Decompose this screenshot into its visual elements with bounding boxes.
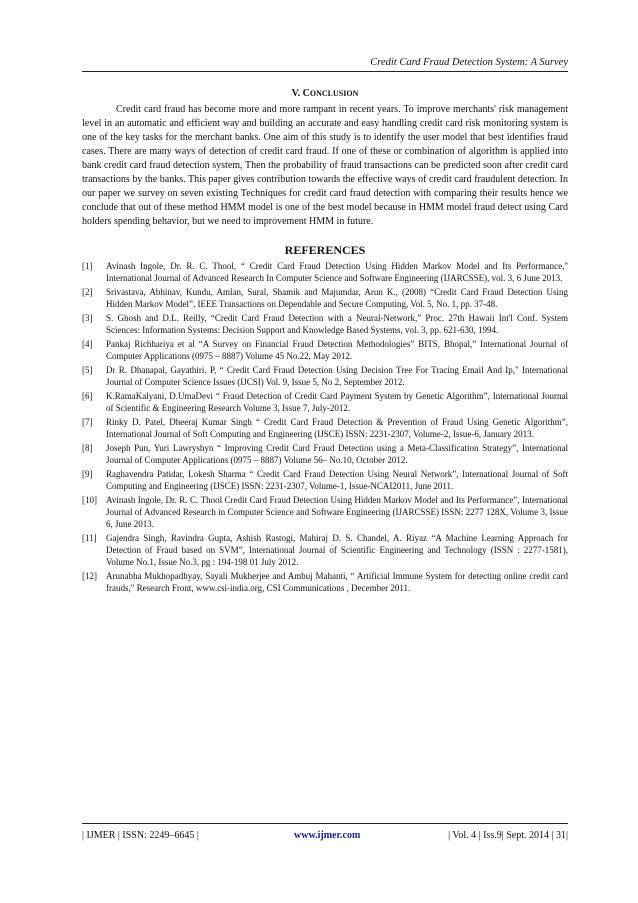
running-title: Credit Card Fraud Detection System: A Survey (370, 57, 568, 68)
references-list (82, 260, 568, 596)
reference-text: Joseph Pun, Yuri Lawryshyn “ Improving Credit Card Fraud Detection using a Meta-Classification Strategy”, International Journal of Computer Applications (0975 – 8887) Volume 56– No.10, October 2012. (106, 443, 568, 465)
reference-text: Dr R. Dhanapal, Gayathiri. P, “ Credit Card Fraud Detection Using Decision Tree For Tracing Email And Ip," International Journal of Computer Science Issues (IJCSI) Vol. 9, Issue 5, No 2, September 2012. (106, 365, 568, 387)
reference-number: [2] (82, 287, 93, 297)
reference-item (82, 416, 568, 440)
section-title-conclusion (82, 88, 568, 100)
reference-item (82, 442, 568, 466)
section-number: V. (291, 88, 301, 99)
reference-text: Pankaj Richhariya et al “A Survey on Financial Fraud Detection Methodologies” BITS, Bhopal,” International Journal of Computer Applications (0975 – 8887) Volume 45 No.22, May 2012. (106, 339, 568, 361)
reference-number: [10] (82, 495, 97, 505)
reference-number: [6] (82, 391, 93, 401)
reference-item (82, 364, 568, 388)
reference-number: [11] (82, 533, 97, 543)
reference-number: [3] (82, 313, 93, 323)
reference-text: Rinky D. Patel, Dheeraj Kumar Singh “ Credit Card Fraud Detection & Prevention of Fraud Using Genetic Algorithm”, International Journal of Soft Computing and Engineering (IJSCE) ISSN: 2231-2307, Volume-2, Issue-6, January 2013. (106, 417, 568, 439)
reference-item (82, 532, 568, 568)
reference-text: Arunabha Mukhopadhyay, Sayali Mukherjee and Ambuj Mahanti, “ Artificial Immune System for detecting online credit card frauds," Research Front, www.csi-india.org, CSI Communications , December 2011. (106, 571, 568, 593)
reference-text: S. Ghosh and D.L. Reilly, “Credit Card Fraud Detection with a Neural-Network,” Proc. 27th Hawaii Int'l Conf. System Sciences: Information Systems: Decision Support and Knowledge Based Systems, vol. 3, pp. 621-630, 1994. (106, 313, 568, 335)
footer-website-link[interactable]: www.ijmer.com (294, 830, 361, 841)
reference-item (82, 390, 568, 414)
reference-item (82, 338, 568, 362)
header-rule (82, 71, 568, 72)
reference-text: Avinash Ingole, Dr. R. C. Thool Credit Card Fraud Detection Using Hidden Markov Model and Its Performance”, International Journal of Advanced Research in Computer Science and Software Engineering (IJARCSSE) ISSN: 2277 128X, Volume 3, Issue 6, June 2013. (106, 495, 568, 529)
footer-volume-page: | Vol. 4 | Iss.9| Sept. 2014 | 31| (448, 830, 568, 841)
reference-item (82, 312, 568, 336)
section-title-rest: ONCLUSION (309, 89, 359, 98)
reference-item (82, 494, 568, 530)
reference-number: [5] (82, 365, 93, 375)
reference-number: [4] (82, 339, 93, 349)
reference-item (82, 260, 568, 284)
reference-number: [9] (82, 469, 93, 479)
reference-number: [8] (82, 443, 93, 453)
reference-text: Raghavendra Patidar, Lokesh Sharma “ Credit Card Fraud Detection Using Neural Network”, International Journal of Soft Computing and Engineering (IJSCE) ISSN: 2231-2307, Volume-1, Issue-NCAI2011, June 2011. (106, 469, 568, 491)
footer-rule (82, 823, 568, 824)
footer-journal-issn: | IJMER | ISSN: 2249–6645 | (82, 830, 199, 841)
reference-item (82, 286, 568, 310)
reference-text: Srivastava, Abhinav, Kundu, Amlan, Sural, Shamik and Majumdar, Arun K., (2008) “Credit Card Fraud Detection Using Hidden Markov Model”, IEEE Transactions on Dependable and Secure Computing, Vol. 5, No. 1, pp. 37-48. (106, 287, 568, 309)
reference-text: Avinash Ingole, Dr. R. C. Thool, “ Credit Card Fraud Detection Using Hidden Markov Model and Its Performance," International Journal of Advanced Research In Computer Science and Software Engineering (IJARCSSE), vol. 3, 6 June 2013. (106, 261, 568, 283)
reference-number: [12] (82, 571, 97, 581)
references-heading: REFERENCES (284, 243, 366, 257)
reference-text: Gajendra Singh, Ravindra Gupta, Ashish Rastogi, Mahiraj D. S. Chandel, A. Riyaz “A Machine Learning Approach for Detection of Fraud based on SVM”, International Journal of Scientific Engineering and Technology (ISSN : 2277-1581), Volume No.1, Issue No.3, pg : 194-198 01 July 2012. (106, 533, 568, 567)
reference-number: [1] (82, 261, 93, 271)
conclusion-paragraph: Credit card fraud has become more and more rampant in recent years. To improve merchants' risk management level in an automatic and efficient way and building an accurate and easy handling credit card risk monitoring system is one of the key tasks for the merchant banks. One aim of this study is to identify the user model that best identifies fraud cases. There are many ways of detection of credit card fraud. If one of these or combination of algorithm is applied into bank credit card fraud detection system, Then the probability of fraud transactions can be predicted soon after credit card transactions by the banks. This paper gives contribution towards the effective ways of credit card fraudulent detection. In our paper we survey on seven existing Techniques for credit card fraud detection with comparing their results hence we conclude that out of these method HMM model is one of the best model because in HMM model fraud detect using Card holders spending behavior, but we need to improvement HMM in future. (82, 104, 568, 227)
reference-item (82, 570, 568, 594)
reference-number: [7] (82, 417, 93, 427)
section-title-initial: C (302, 88, 310, 99)
reference-text: K.RamaKalyani, D.UmaDevi “ Fraud Detection of Credit Card Payment System by Genetic Algorithm”, International Journal of Scientific & Engineering Research Volume 3, Issue 7, July-2012. (106, 391, 568, 413)
reference-item (82, 468, 568, 492)
